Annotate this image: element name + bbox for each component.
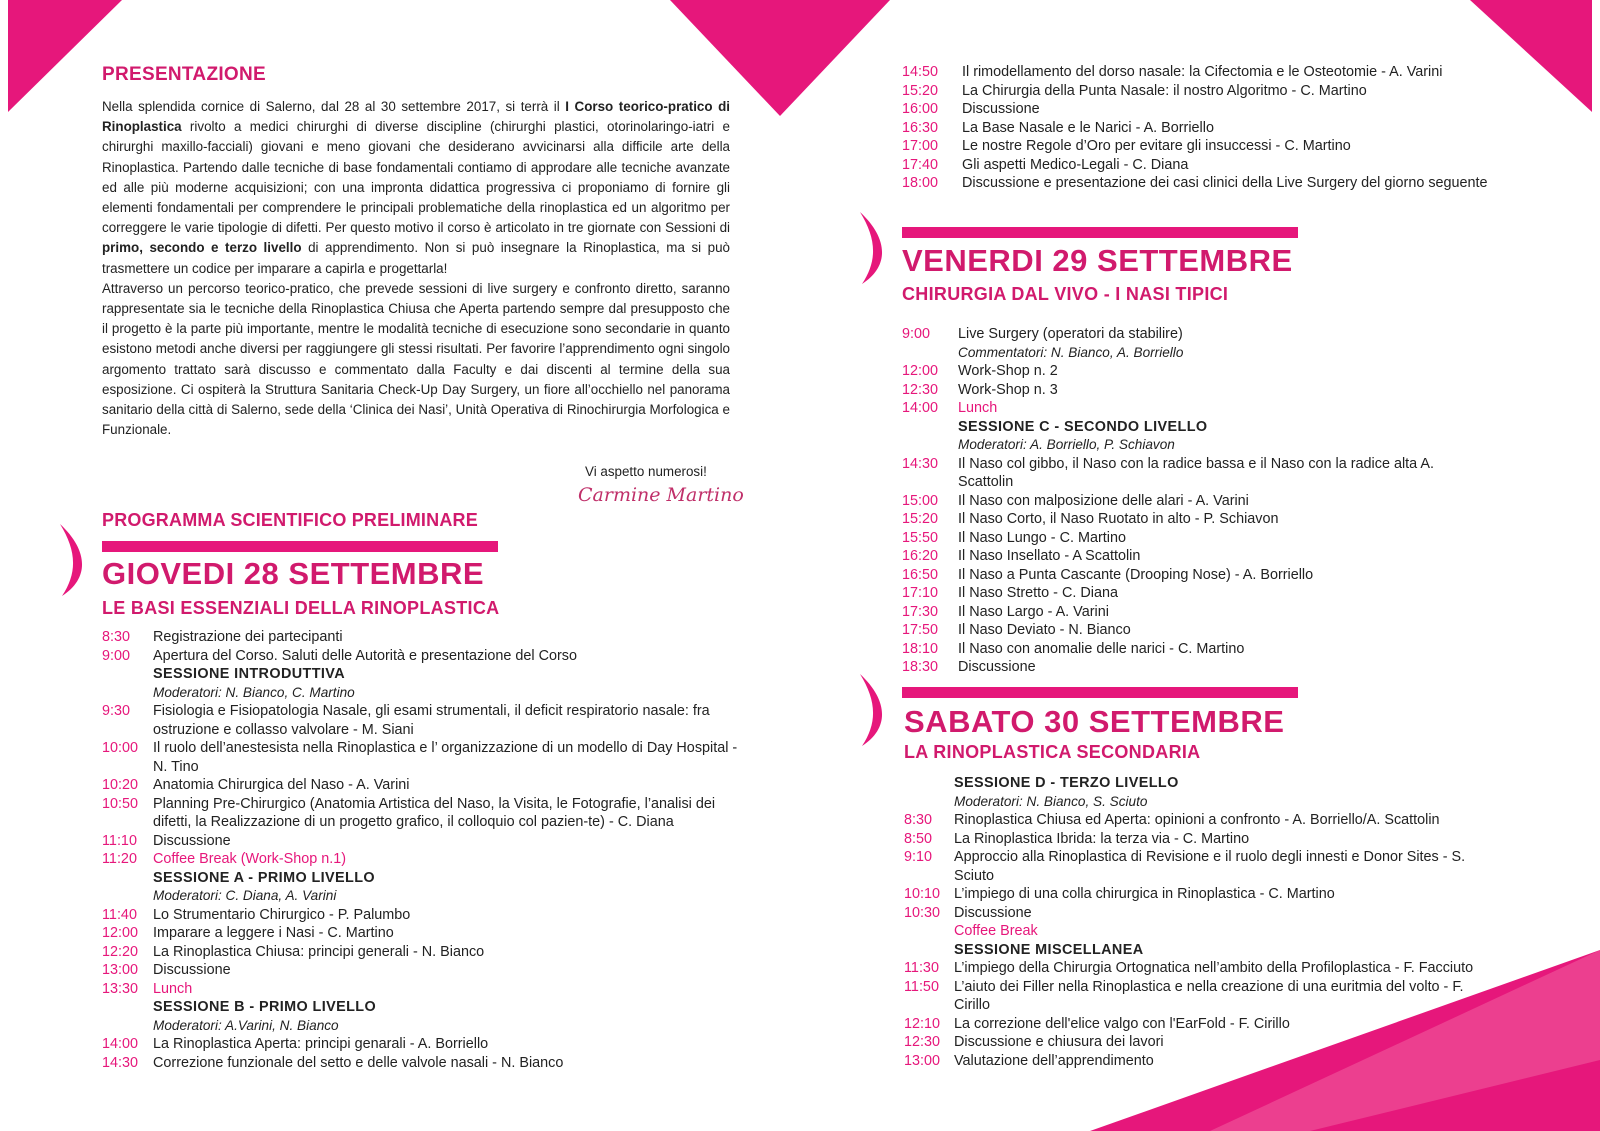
day2-subtitle: CHIRURGIA DAL VIVO - I NASI TIPICI bbox=[902, 284, 1229, 304]
day3-subtitle: LA RINOPLASTICA SECONDARIA bbox=[904, 742, 1201, 762]
schedule-time bbox=[904, 793, 954, 812]
schedule-item: Discussione bbox=[153, 962, 231, 978]
schedule-item: Coffee Break bbox=[954, 923, 1038, 939]
schedule-item: Lunch bbox=[153, 980, 193, 997]
schedule-time: 13:00 bbox=[904, 1052, 941, 1069]
schedule-time: 8:30 bbox=[102, 629, 131, 645]
schedule-time: 18:00 bbox=[902, 175, 939, 191]
schedule-row bbox=[904, 848, 1494, 885]
schedule-item: Il Naso Largo - A. Varini bbox=[958, 603, 1109, 620]
schedule-row bbox=[904, 885, 1494, 904]
schedule-row bbox=[102, 869, 742, 888]
schedule-row bbox=[904, 793, 1494, 812]
schedule-time: 17:30 bbox=[902, 603, 939, 620]
schedule-row bbox=[102, 1054, 742, 1073]
schedule-row bbox=[904, 959, 1494, 978]
schedule-time: 16:20 bbox=[902, 548, 939, 564]
schedule-time: 12:20 bbox=[102, 943, 139, 960]
schedule-row bbox=[902, 547, 1492, 566]
schedule-row bbox=[902, 399, 1492, 418]
schedule-row bbox=[904, 830, 1494, 849]
schedule-row bbox=[902, 418, 1492, 437]
schedule-time: 16:30 bbox=[902, 119, 939, 136]
session-heading: SESSIONE INTRODUTTIVA bbox=[153, 666, 346, 682]
schedule-item: L’impiego della Chirurgia Ortognatica nell’ambito della Profiloplastica - F. Facciuto bbox=[954, 960, 1474, 976]
schedule-time bbox=[902, 436, 958, 455]
schedule-item: Discussione bbox=[153, 832, 231, 849]
schedule-time: 12:00 bbox=[902, 363, 939, 379]
day3-bar bbox=[902, 687, 1298, 698]
schedule-time: 15:50 bbox=[902, 529, 939, 546]
day2-title: VENERDI 29 SETTEMBRE bbox=[902, 243, 1293, 278]
schedule-row bbox=[102, 887, 742, 906]
schedule-item: Work-Shop n. 2 bbox=[958, 363, 1058, 379]
schedule-row bbox=[902, 584, 1492, 603]
schedule-row bbox=[102, 628, 742, 647]
day1-schedule-continued bbox=[902, 63, 1522, 193]
schedule-item: Valutazione dell’apprendimento bbox=[954, 1052, 1154, 1069]
schedule-item: Live Surgery (operatori da stabilire) bbox=[958, 326, 1183, 342]
schedule-row bbox=[902, 529, 1492, 548]
session-moderators: Commentatori: N. Bianco, A. Borriello bbox=[958, 344, 1184, 360]
schedule-item: Apertura del Corso. Saluti delle Autorità e presentazione del Corso bbox=[153, 647, 577, 664]
schedule-item: Il Naso con malposizione delle alari - A. Varini bbox=[958, 492, 1249, 509]
schedule-time: 9:00 bbox=[102, 647, 131, 664]
schedule-row bbox=[102, 739, 742, 776]
schedule-row bbox=[902, 436, 1492, 455]
schedule-item: Discussione bbox=[958, 659, 1036, 675]
schedule-time: 17:10 bbox=[902, 585, 939, 601]
schedule-row bbox=[102, 665, 742, 684]
schedule-row bbox=[904, 1015, 1494, 1034]
schedule-time bbox=[102, 869, 153, 888]
schedule-item: Il Naso Deviato - N. Bianco bbox=[958, 622, 1131, 638]
schedule-row bbox=[102, 702, 742, 739]
schedule-time: 12:00 bbox=[102, 925, 139, 941]
presentation-paragraph-1: Nella splendida cornice di Salerno, dal 28 al 30 settembre 2017, si terrà il I Corso teorico-pratico di Rinoplastica rivolto a medici chirurghi di diverse discipline (chirurghi plastici, otorinolaringo-iatri e chirurghi maxillo-facciali) giovani e meno giovani che desiderano avvicinarsi alla difficile arte della Rinoplastica. Partendo dalle tecniche di base fondamentali contiamo di approdare alle tecniche avanzate ed alle più moderne acquisizioni; con una impronta didattica progressiva ci proponiamo di fornire gli elementi fondamentali per comprendere le principali problematiche della rinoplastica ed un algoritmo per correggere le varie tipologie di difetti. Per questo motivo il corso è articolato in tre giornate con Sessioni di primo, secondo e terzo livello di apprendimento. Non si può insegnare la Rinoplastica, ma si può trasmettere un codice per imparare a capirla e progettarla! bbox=[102, 99, 730, 276]
schedule-item: La Rinoplastica Chiusa: principi generali - N. Bianco bbox=[153, 943, 485, 960]
schedule-time: 11:40 bbox=[102, 906, 137, 923]
schedule-time bbox=[904, 941, 954, 960]
swoosh-icon bbox=[848, 670, 888, 750]
schedule-item: Il Naso Insellato - A Scattolin bbox=[958, 548, 1141, 564]
schedule-item: Planning Pre-Chirurgico (Anatomia Artistica del Naso, la Visita, le Fotografie, l’analisi dei difetti, la Realizzazione di un progetto grafico, il colloquio col pazien-te) - C. Diana bbox=[153, 795, 716, 830]
schedule-item: Le nostre Regole d’Oro per evitare gli insuccessi - C. Martino bbox=[962, 138, 1351, 154]
schedule-row bbox=[902, 621, 1492, 640]
session-moderators: Moderatori: C. Diana, A. Varini bbox=[153, 888, 337, 903]
schedule-time: 15:20 bbox=[902, 82, 939, 99]
schedule-time: 9:10 bbox=[904, 849, 933, 865]
schedule-time: 14:50 bbox=[902, 64, 939, 80]
schedule-row bbox=[902, 344, 1492, 363]
schedule-item: Imparare a leggere i Nasi - C. Martino bbox=[153, 925, 394, 941]
schedule-row bbox=[902, 174, 1522, 193]
schedule-row bbox=[902, 156, 1522, 175]
schedule-row bbox=[904, 904, 1494, 923]
schedule-item: Gli aspetti Medico-Legali - C. Diana bbox=[962, 156, 1189, 173]
schedule-item: Lunch bbox=[958, 400, 998, 416]
schedule-time bbox=[904, 774, 954, 793]
schedule-row bbox=[102, 776, 742, 795]
schedule-time: 8:30 bbox=[904, 812, 933, 828]
schedule-time: 14:30 bbox=[102, 1054, 139, 1071]
schedule-row bbox=[904, 1052, 1494, 1071]
schedule-item: L’aiuto dei Filler nella Rinoplastica e nella creazione di una euritmia del volto - F. Cirillo bbox=[954, 978, 1464, 1013]
schedule-row bbox=[902, 119, 1522, 138]
schedule-time: 9:00 bbox=[902, 326, 931, 342]
schedule-item: Discussione e presentazione dei casi clinici della Live Surgery del giorno seguente bbox=[962, 175, 1488, 191]
schedule-time: 10:00 bbox=[102, 740, 139, 756]
schedule-item: Correzione funzionale del setto e delle valvole nasali - N. Bianco bbox=[153, 1054, 564, 1071]
schedule-time: 15:00 bbox=[902, 492, 939, 509]
day1-title: GIOVEDI 28 SETTEMBRE bbox=[102, 556, 485, 591]
day1-schedule bbox=[102, 628, 742, 1072]
schedule-row bbox=[904, 1033, 1494, 1052]
schedule-row bbox=[902, 566, 1492, 585]
swoosh-icon bbox=[48, 520, 88, 600]
schedule-time bbox=[102, 998, 153, 1017]
schedule-row bbox=[102, 1035, 742, 1054]
schedule-time: 10:20 bbox=[102, 777, 139, 793]
schedule-item: Il ruolo dell’anestesista nella Rinoplastica e l’ organizzazione di un modello di Day Hospital - N. Tino bbox=[153, 740, 738, 775]
schedule-row bbox=[102, 924, 742, 943]
schedule-time bbox=[102, 684, 153, 703]
schedule-row bbox=[902, 455, 1492, 492]
schedule-time: 10:30 bbox=[904, 904, 941, 921]
presentation-paragraph-2: Attraverso un percorso teorico-pratico, che prevede sessioni di live surgery e confronto diretto, saranno rappresentate sia le tecniche della Rinoplastica Chiusa che Aperta partendo sempre dal presupposto che il progetto è la parte più importante, mentre le modalità tecniche di esecuzione sono secondarie in quanto esistono metodi anche diversi per raggiungere gli stessi risultati. Per favorire l’apprendimento ogni singolo argomento trattato sarà discusso e commentato dalla Faculty e dai discenti al termine della sua esposizione. Ci ospiterà la Struttura Sanitaria Check-Up Day Surgery, un fiore all’occhiello nel panorama sanitario della città di Salerno, sede della ‘Clinica dei Nasi’, Unità Operativa di Rinochirurgia Morfologica e Funzionale. bbox=[102, 280, 730, 438]
schedule-item: Lo Strumentario Chirurgico - P. Palumbo bbox=[153, 906, 411, 923]
session-heading: SESSIONE A - PRIMO LIVELLO bbox=[153, 869, 376, 886]
schedule-time bbox=[904, 922, 954, 941]
schedule-item: La correzione dell'elice valgo con l'EarFold - F. Cirillo bbox=[954, 1015, 1290, 1032]
schedule-row bbox=[102, 1017, 742, 1036]
schedule-item: Discussione bbox=[954, 904, 1032, 921]
schedule-time bbox=[102, 665, 153, 684]
schedule-item: Anatomia Chirurgica del Naso - A. Varini bbox=[153, 777, 410, 793]
day1-subtitle: LE BASI ESSENZIALI DELLA RINOPLASTICA bbox=[102, 598, 500, 618]
session-heading: SESSIONE MISCELLANEA bbox=[954, 941, 1144, 958]
schedule-row bbox=[904, 811, 1494, 830]
schedule-item: La Rinoplastica Aperta: principi genarali - A. Borriello bbox=[153, 1036, 489, 1052]
day2-schedule bbox=[902, 325, 1492, 677]
schedule-row bbox=[102, 961, 742, 980]
schedule-time: 16:50 bbox=[902, 566, 939, 583]
schedule-item: L’impiego di una colla chirurgica in Rinoplastica - C. Martino bbox=[954, 886, 1335, 902]
schedule-row bbox=[902, 137, 1522, 156]
schedule-time: 8:50 bbox=[904, 830, 933, 847]
schedule-time: 11:10 bbox=[102, 832, 137, 849]
schedule-row bbox=[902, 325, 1492, 344]
schedule-item: Discussione e chiusura dei lavori bbox=[954, 1034, 1164, 1050]
schedule-row bbox=[102, 684, 742, 703]
schedule-row bbox=[102, 647, 742, 666]
signature: Carmine Martino bbox=[578, 484, 744, 506]
day3-schedule bbox=[904, 774, 1494, 1070]
day3-title: SABATO 30 SETTEMBRE bbox=[904, 704, 1285, 739]
session-heading: SESSIONE C - SECONDO LIVELLO bbox=[958, 418, 1208, 435]
schedule-time: 11:50 bbox=[904, 978, 939, 995]
schedule-row bbox=[102, 832, 742, 851]
schedule-item: Il Naso Lungo - C. Martino bbox=[958, 529, 1126, 546]
swoosh-icon bbox=[848, 208, 888, 288]
schedule-item: Il Naso Stretto - C. Diana bbox=[958, 585, 1118, 601]
schedule-row bbox=[102, 850, 742, 869]
schedule-time: 11:30 bbox=[904, 960, 939, 976]
session-moderators: Moderatori: A. Borriello, P. Schiavon bbox=[958, 437, 1175, 452]
schedule-item: Il Naso con anomalie delle narici - C. Martino bbox=[958, 640, 1245, 657]
schedule-row bbox=[902, 658, 1492, 677]
schedule-row bbox=[902, 362, 1492, 381]
session-moderators: Moderatori: A.Varini, N. Bianco bbox=[153, 1017, 339, 1033]
schedule-item: Rinoplastica Chiusa ed Aperta: opinioni a confronto - A. Borriello/A. Scattolin bbox=[954, 812, 1440, 828]
schedule-row bbox=[902, 100, 1522, 119]
schedule-row bbox=[902, 640, 1492, 659]
session-heading: SESSIONE D - TERZO LIVELLO bbox=[954, 775, 1179, 791]
schedule-row bbox=[102, 998, 742, 1017]
schedule-row bbox=[102, 795, 742, 832]
schedule-time: 17:50 bbox=[902, 622, 939, 638]
schedule-time: 14:00 bbox=[902, 400, 939, 416]
schedule-row bbox=[904, 941, 1494, 960]
schedule-row bbox=[904, 774, 1494, 793]
schedule-time: 9:30 bbox=[102, 703, 131, 719]
schedule-time: 12:30 bbox=[902, 381, 939, 398]
presentation-text bbox=[102, 97, 730, 440]
schedule-row bbox=[902, 492, 1492, 511]
schedule-item: Il Naso col gibbo, il Naso con la radice bassa e il Naso con la radice alta A. Scattolin bbox=[958, 455, 1434, 490]
schedule-time bbox=[902, 344, 958, 363]
schedule-row bbox=[902, 603, 1492, 622]
schedule-row bbox=[904, 978, 1494, 1015]
session-moderators: Moderatori: N. Bianco, C. Martino bbox=[153, 684, 355, 700]
schedule-time: 17:00 bbox=[902, 138, 939, 154]
schedule-time: 12:30 bbox=[904, 1034, 941, 1050]
schedule-item: Registrazione dei partecipanti bbox=[153, 629, 343, 645]
schedule-time: 15:20 bbox=[902, 511, 939, 527]
schedule-item: La Base Nasale e le Narici - A. Borriello bbox=[962, 119, 1214, 136]
schedule-item: Coffee Break (Work-Shop n.1) bbox=[153, 851, 347, 867]
program-title: PROGRAMMA SCIENTIFICO PRELIMINARE bbox=[102, 510, 478, 530]
session-moderators: Moderatori: N. Bianco, S. Sciuto bbox=[954, 793, 1148, 809]
schedule-time: 11:20 bbox=[102, 851, 137, 867]
schedule-row bbox=[102, 943, 742, 962]
schedule-time bbox=[102, 1017, 153, 1036]
schedule-item: Work-Shop n. 3 bbox=[958, 381, 1058, 398]
schedule-item: Approccio alla Rinoplastica di Revisione e il ruolo degli innesti e Donor Sites - S. Sciuto bbox=[954, 849, 1466, 884]
schedule-row bbox=[902, 63, 1522, 82]
schedule-time: 18:30 bbox=[902, 659, 939, 675]
schedule-item: Discussione bbox=[962, 101, 1040, 117]
schedule-time: 10:50 bbox=[102, 795, 139, 812]
schedule-time: 13:00 bbox=[102, 962, 139, 978]
day1-bar bbox=[102, 541, 498, 552]
schedule-time: 14:00 bbox=[102, 1036, 139, 1052]
schedule-row bbox=[102, 906, 742, 925]
schedule-time: 18:10 bbox=[902, 640, 939, 657]
greeting: Vi aspetto numerosi! bbox=[585, 464, 707, 479]
schedule-time: 17:40 bbox=[902, 156, 939, 173]
presentation-title: PRESENTAZIONE bbox=[102, 64, 267, 85]
schedule-time: 14:30 bbox=[902, 455, 939, 472]
schedule-time: 16:00 bbox=[902, 101, 939, 117]
schedule-row bbox=[902, 381, 1492, 400]
schedule-item: Il Naso a Punta Cascante (Drooping Nose) - A. Borriello bbox=[958, 566, 1314, 583]
schedule-time: 13:30 bbox=[102, 980, 139, 997]
schedule-item: Il Naso Corto, il Naso Ruotato in alto - P. Schiavon bbox=[958, 511, 1279, 527]
schedule-item: La Chirurgia della Punta Nasale: il nostro Algoritmo - C. Martino bbox=[962, 82, 1367, 99]
schedule-time bbox=[902, 418, 958, 437]
schedule-item: Fisiologia e Fisiopatologia Nasale, gli esami strumentali, il deficit respiratorio nasale: fra ostruzione e collasso valvolare - M. Siani bbox=[153, 703, 710, 738]
schedule-row bbox=[902, 510, 1492, 529]
day2-bar bbox=[902, 227, 1298, 238]
schedule-item: Il rimodellamento del dorso nasale: la Cifectomia e le Osteotomie - A. Varini bbox=[962, 64, 1443, 80]
schedule-time: 12:10 bbox=[904, 1015, 941, 1032]
session-heading: SESSIONE B - PRIMO LIVELLO bbox=[153, 999, 377, 1015]
schedule-row bbox=[904, 922, 1494, 941]
schedule-row bbox=[902, 82, 1522, 101]
schedule-row bbox=[102, 980, 742, 999]
schedule-time: 10:10 bbox=[904, 886, 941, 902]
schedule-time bbox=[102, 887, 153, 906]
schedule-item: La Rinoplastica Ibrida: la terza via - C. Martino bbox=[954, 830, 1250, 847]
